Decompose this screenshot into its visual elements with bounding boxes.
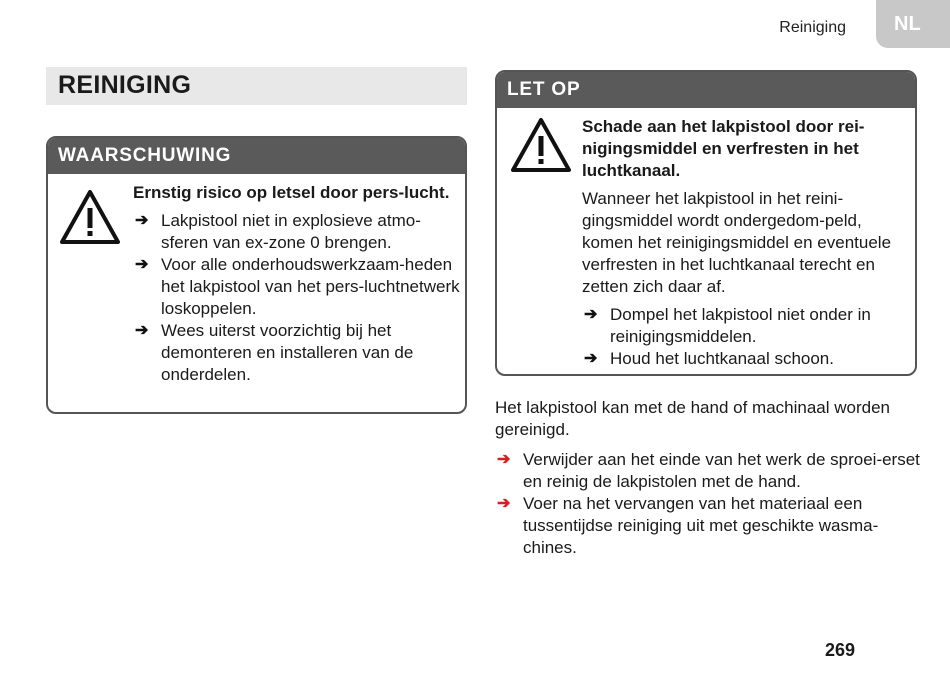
warning-box-heading: WAARSCHUWING [48, 138, 465, 174]
list-item-text: Dompel het lakpistool niet onder in reinigingsmiddelen. [610, 305, 871, 346]
arrow-right-icon: ➔ [584, 306, 598, 323]
page-title: REINIGING [58, 71, 192, 99]
arrow-right-icon: ➔ [135, 256, 149, 273]
list-item [582, 304, 907, 348]
warning-box [46, 136, 467, 414]
arrow-right-icon: ➔ [135, 212, 149, 229]
list-item-text: Wees uiterst voorzichtig bij het demonteren en installeren van de onderdelen. [161, 321, 414, 384]
list-item-text: Verwijder aan het einde van het werk de sproei-erset en reinig de lakpistolen met de hand. [523, 450, 920, 491]
list-item [495, 449, 925, 493]
list-item-text: Voor alle onderhoudswerkzaam-heden het lakpistool van het pers-luchtnetwerk loskoppelen. [161, 255, 460, 318]
arrow-right-icon: ➔ [584, 350, 598, 367]
warning-box-body [133, 182, 463, 386]
list-item [495, 493, 925, 559]
warning-triangle-icon [58, 188, 122, 246]
language-tab [876, 0, 950, 48]
language-code: NL [894, 12, 921, 35]
intro-paragraph: Het lakpistool kan met de hand of machinaal worden gereinigd. [495, 398, 891, 439]
list-item [133, 210, 463, 254]
action-arrow-icon: ➔ [497, 451, 511, 468]
action-arrow-icon: ➔ [497, 495, 511, 512]
list-item [582, 348, 907, 370]
step-list [495, 449, 925, 559]
caution-box-heading: LET OP [497, 72, 915, 108]
list-item [133, 320, 463, 386]
arrow-right-icon: ➔ [135, 322, 149, 339]
list-item [133, 254, 463, 320]
section-title-band [46, 67, 467, 105]
warning-triangle-icon [509, 116, 573, 174]
caution-statement: Schade aan het lakpistool door rei-nigingsmiddel en verfresten in het luchtkanaal. [582, 117, 865, 180]
main-content [495, 397, 925, 559]
list-item-text: Houd het luchtkanaal schoon. [610, 349, 834, 368]
caution-box-body [582, 116, 907, 370]
list-item-text: Lakpistool niet in explosieve atmo-sferen van ex-zone 0 brengen. [161, 211, 421, 252]
list-item-text: Voer na het vervangen van het materiaal een tussentijdse reiniging uit met geschikte wasma-chines. [523, 494, 879, 557]
warning-statement: Ernstig risico op letsel door pers-lucht. [133, 183, 450, 202]
caution-description: Wanneer het lakpistool in het reini-gingsmiddel wordt ondergedom-peld, komen het reinigingsmiddel en eventuele verfresten in het luchtkanaal terecht en zetten zich daar af. [582, 189, 892, 296]
caution-list [582, 304, 907, 370]
page-number: 269 [825, 640, 856, 660]
warning-list [133, 210, 463, 386]
header-section-name: Reiniging [779, 19, 846, 36]
caution-box [495, 70, 917, 376]
